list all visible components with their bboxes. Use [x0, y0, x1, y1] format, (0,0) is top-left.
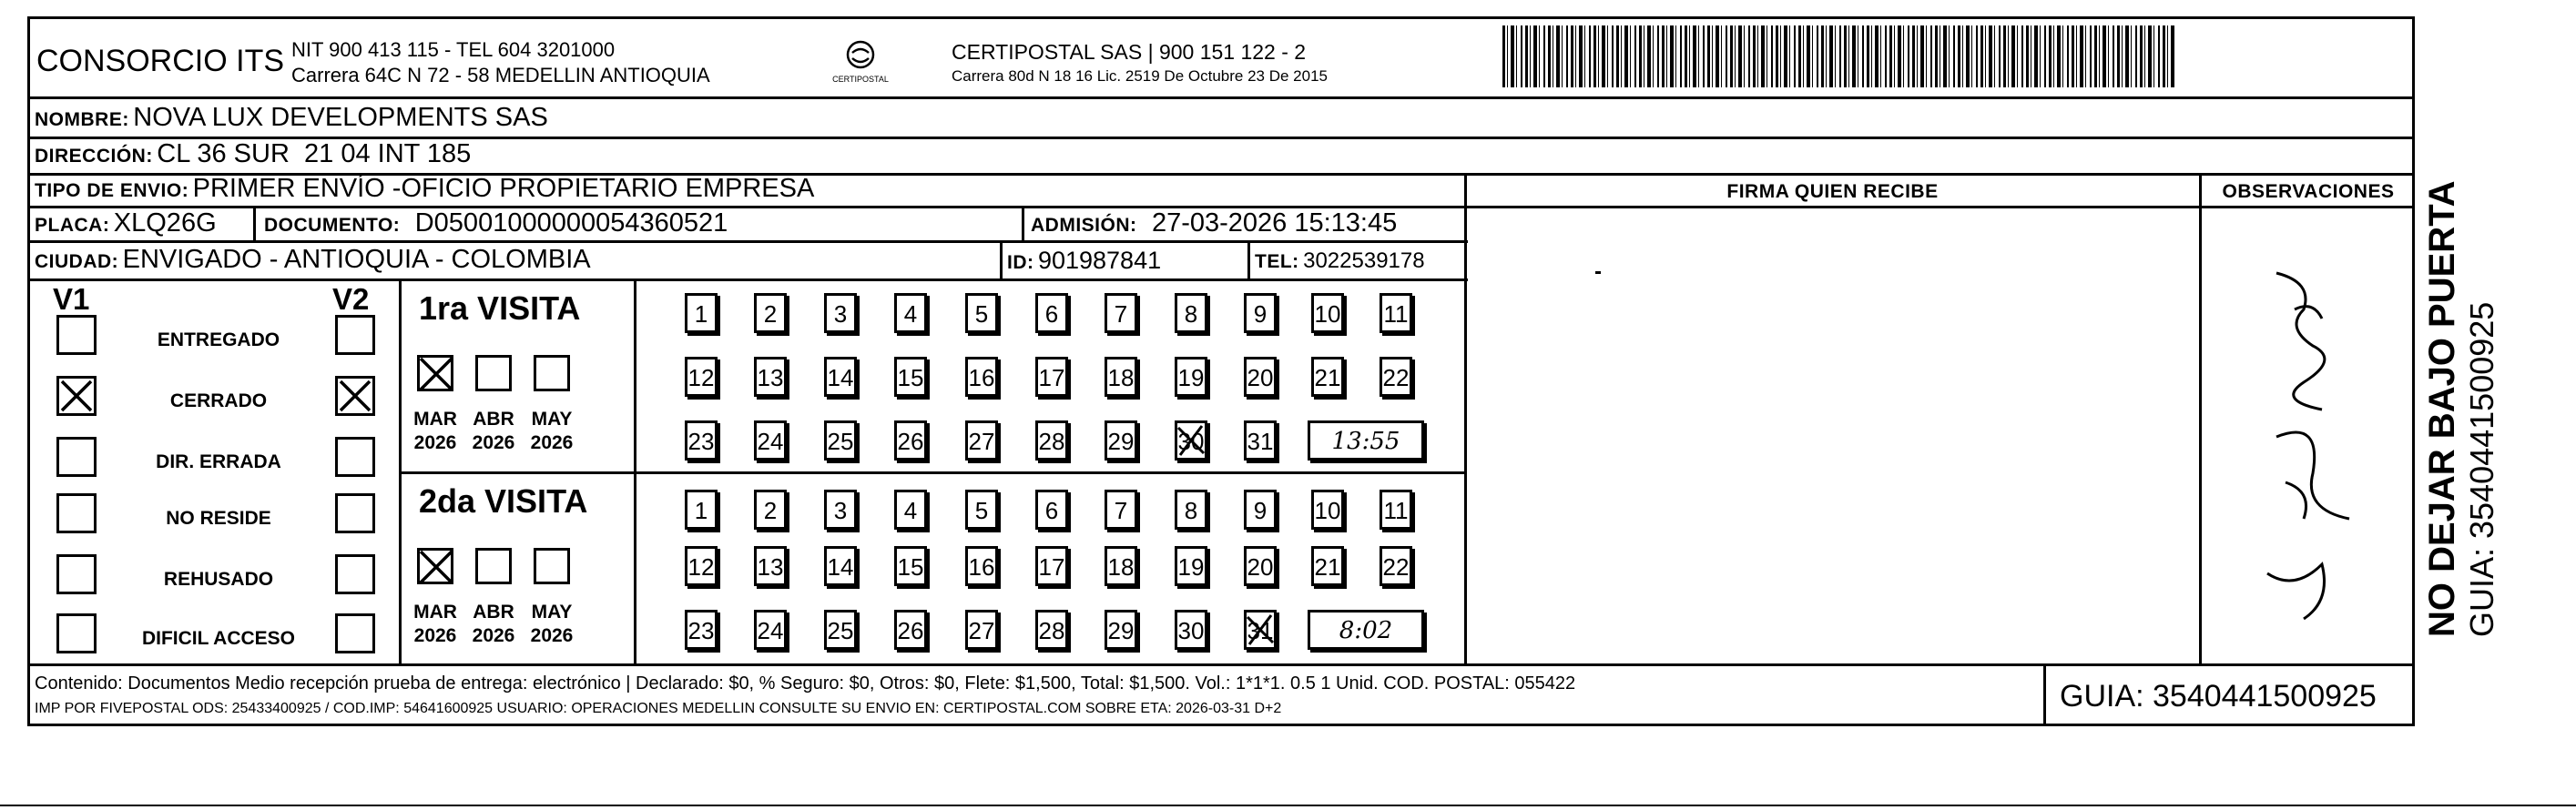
second-visit-day-box[interactable]: 29: [1105, 610, 1137, 650]
v1-checkbox-2[interactable]: [56, 376, 97, 416]
second-visit-day-box[interactable]: 28: [1035, 610, 1068, 650]
first-visit-day-box[interactable]: 4: [894, 293, 927, 333]
firma-heading: FIRMA QUIEN RECIBE: [1726, 181, 1939, 202]
id-label: ID:: [1007, 252, 1034, 273]
second-visit-day-box[interactable]: 14: [824, 546, 857, 586]
admision-divider: [1022, 206, 1024, 240]
placa-label: PLACA:: [35, 215, 110, 236]
direccion-row: [35, 139, 471, 169]
v1-checkbox-1[interactable]: [56, 315, 97, 355]
admision-label: ADMISIÓN:: [1031, 215, 1137, 236]
second-visit-day-box[interactable]: 8: [1175, 490, 1207, 530]
second-visit-day-box[interactable]: 16: [965, 546, 998, 586]
first-visit-day-box[interactable]: 31: [1244, 420, 1277, 461]
strike-mark-icon: [1244, 610, 1277, 650]
month-label: MAR 2026: [413, 409, 457, 453]
first-visit-day-box[interactable]: 16: [965, 357, 998, 397]
first-visit-day-box[interactable]: 12: [685, 357, 718, 397]
status-label: DIFICIL ACCESO: [141, 628, 295, 649]
first-visit-day-box[interactable]: 28: [1035, 420, 1068, 461]
tel-value: 3022539178: [1303, 248, 1425, 273]
first-visit-day-box[interactable]: 29: [1105, 420, 1137, 461]
first-visit-day-box[interactable]: 7: [1105, 293, 1137, 333]
second-visit-day-box[interactable]: 6: [1035, 490, 1068, 530]
status-label: ENTREGADO: [157, 329, 280, 350]
status-label: REHUSADO: [163, 569, 274, 590]
observaciones-signature-icon: [2213, 255, 2395, 646]
admision-row: [1031, 208, 1397, 238]
visit-panel-middle: [399, 471, 1466, 474]
first-visit-day-box[interactable]: 18: [1105, 357, 1137, 397]
row-divider-placa: [27, 240, 1468, 243]
company-name: CONSORCIO ITS: [36, 44, 285, 78]
month-label: MAY 2026: [530, 409, 574, 453]
side-warning-line1: NO DEJAR BAJO PUERTA: [2422, 180, 2462, 637]
carrier-name: CERTIPOSTAL SAS | 900 151 122 - 2: [952, 40, 1307, 64]
second-visit-day-box[interactable]: 27: [965, 610, 998, 650]
first-visit-day-box[interactable]: 19: [1175, 357, 1207, 397]
first-visit-day-box[interactable]: 25: [824, 420, 857, 461]
status-label: NO RESIDE: [166, 508, 271, 529]
first-visit-month-checkbox-2[interactable]: [475, 355, 512, 391]
placa-value: XLQ26G: [113, 208, 217, 238]
tel-divider: [1247, 240, 1250, 278]
id-row: [1007, 247, 1161, 275]
second-visit-month-checkbox-3[interactable]: [534, 548, 570, 584]
observaciones-heading: OBSERVACIONES: [2222, 181, 2395, 202]
second-visit-time-box[interactable]: 8:02: [1308, 610, 1424, 650]
strike-mark-icon: [1175, 420, 1207, 461]
placa-divider: [253, 206, 256, 240]
first-visit-day-box[interactable]: 30: [1175, 420, 1207, 461]
first-visit-day-box[interactable]: 21: [1311, 357, 1344, 397]
footer-divider: [27, 663, 2415, 666]
company-nit: NIT 900 413 115 - TEL 604 3201000: [291, 38, 616, 61]
second-visit-day-box[interactable]: 23: [685, 610, 718, 650]
second-visit-day-box[interactable]: 19: [1175, 546, 1207, 586]
first-visit-day-box[interactable]: 17: [1035, 357, 1068, 397]
first-visit-day-box[interactable]: 2: [754, 293, 787, 333]
side-warning-line2: GUIA: 3540441500925: [2463, 301, 2500, 637]
side-warning: [2422, 180, 2501, 637]
ciudad-value: ENVIGADO - ANTIOQUIA - COLOMBIA: [122, 245, 591, 274]
v2-checkbox-2[interactable]: [335, 376, 375, 416]
carrier-address: Carrera 80d N 18 16 Lic. 2519 De Octubre 23 De 2015: [952, 67, 1328, 85]
second-visit-day-box[interactable]: 21: [1311, 546, 1344, 586]
status-label: CERRADO: [169, 390, 268, 411]
footer-imp: IMP POR FIVEPOSTAL ODS: 25433400925 / COD.IMP: 54641600925 USUARIO: OPERACIONES MEDELLIN CONSULTE SU ENVIO EN: CERTIPOSTAL.COM SOBRE ETA: 2026-03-31 D+2: [35, 701, 1282, 716]
first-visit-day-box[interactable]: 11: [1380, 293, 1412, 333]
ciudad-row: [35, 245, 591, 275]
bottom-cut-line: [0, 805, 2576, 806]
second-visit-day-box[interactable]: 24: [754, 610, 787, 650]
firma-left-border: [1464, 173, 1467, 664]
second-visit-month-checkbox-1[interactable]: [417, 548, 453, 584]
firma-mark: [1595, 271, 1601, 274]
v1-checkbox-3[interactable]: [56, 437, 97, 477]
first-visit-month-checkbox-1[interactable]: [417, 355, 453, 391]
second-visit-day-box[interactable]: 17: [1035, 546, 1068, 586]
v1-checkbox-5[interactable]: [56, 554, 97, 594]
tel-row: [1255, 248, 1425, 274]
first-visit-day-box[interactable]: 22: [1380, 357, 1412, 397]
second-visit-day-box[interactable]: 9: [1244, 490, 1277, 530]
documento-label: DOCUMENTO:: [264, 215, 401, 236]
row-divider-ciudad: [27, 278, 1468, 281]
first-visit-day-box[interactable]: 6: [1035, 293, 1068, 333]
month-label: ABR 2026: [472, 409, 515, 453]
company-address: Carrera 64C N 72 - 58 MEDELLIN ANTIOQUIA: [291, 64, 710, 86]
nombre-value: NOVA LUX DEVELOPMENTS SAS: [133, 103, 548, 132]
second-visit-day-box[interactable]: 12: [685, 546, 718, 586]
direccion-label: DIRECCIÓN:: [35, 146, 153, 167]
second-visit-day-box[interactable]: 15: [894, 546, 927, 586]
month-label: ABR 2026: [472, 602, 515, 646]
second-visit-heading: 2da VISITA: [419, 482, 588, 520]
v2-heading: V2: [332, 282, 370, 316]
nombre-label: NOMBRE:: [35, 109, 129, 130]
first-visit-day-box[interactable]: 15: [894, 357, 927, 397]
first-visit-day-box[interactable]: 10: [1311, 293, 1344, 333]
first-visit-day-box[interactable]: 9: [1244, 293, 1277, 333]
second-visit-day-box[interactable]: 13: [754, 546, 787, 586]
second-visit-day-box[interactable]: 5: [965, 490, 998, 530]
first-visit-day-box[interactable]: 23: [685, 420, 718, 461]
v2-checkbox-6[interactable]: [335, 613, 375, 653]
v2-checkbox-1[interactable]: [335, 315, 375, 355]
second-visit-day-box[interactable]: 22: [1380, 546, 1412, 586]
status-label: DIR. ERRADA: [156, 451, 281, 472]
id-divider: [1000, 240, 1003, 278]
header-divider: [27, 96, 2415, 99]
first-visit-day-box[interactable]: 8: [1175, 293, 1207, 333]
direccion-value: CL 36 SUR 21 04 INT 185: [157, 139, 472, 168]
second-visit-day-box[interactable]: 26: [894, 610, 927, 650]
first-visit-day-box[interactable]: 14: [824, 357, 857, 397]
second-visit-day-box[interactable]: 1: [685, 490, 718, 530]
placa-row: [35, 208, 217, 238]
month-label: MAR 2026: [413, 602, 457, 646]
first-visit-day-box[interactable]: 13: [754, 357, 787, 397]
second-visit-month-checkbox-2[interactable]: [475, 548, 512, 584]
certipostal-logo-icon: [829, 36, 892, 91]
second-visit-day-box[interactable]: 11: [1380, 490, 1412, 530]
admision-value: 27-03-2026 15:13:45: [1151, 208, 1398, 238]
first-visit-day-box[interactable]: 24: [754, 420, 787, 461]
v2-checkbox-3[interactable]: [335, 437, 375, 477]
tipo-value: PRIMER ENVÍO -OFICIO PROPIETARIO EMPRESA: [192, 174, 815, 203]
nombre-row: [35, 103, 548, 133]
second-visit-day-box[interactable]: 18: [1105, 546, 1137, 586]
first-visit-time-box[interactable]: 13:55: [1308, 420, 1424, 461]
tel-label: TEL:: [1255, 251, 1299, 272]
second-visit-day-box[interactable]: 31: [1244, 610, 1277, 650]
visit-calendar-divider: [634, 278, 636, 663]
first-visit-day-box[interactable]: 20: [1244, 357, 1277, 397]
footer-contenido: Contenido: Documentos Medio recepción prueba de entrega: electrónico | Declarado: $0, % Seguro: $0, Otros: $0, Flete: $1,500, Total: $1,500. Vol.: 1*1*1. 0.5 1 Unid. COD. POSTAL: 055422: [35, 673, 1576, 694]
second-visit-day-box[interactable]: 3: [824, 490, 857, 530]
first-visit-day-box[interactable]: 3: [824, 293, 857, 333]
second-visit-day-box[interactable]: 7: [1105, 490, 1137, 530]
ciudad-label: CIUDAD:: [35, 251, 119, 272]
v1-heading: V1: [53, 282, 90, 316]
first-visit-day-box[interactable]: 5: [965, 293, 998, 333]
id-value: 901987841: [1037, 247, 1162, 274]
guia-box-border: [2043, 663, 2046, 726]
second-visit-day-box[interactable]: 30: [1175, 610, 1207, 650]
first-visit-day-box[interactable]: 26: [894, 420, 927, 461]
second-visit-day-box[interactable]: 20: [1244, 546, 1277, 586]
first-visit-day-box[interactable]: 27: [965, 420, 998, 461]
second-visit-day-box[interactable]: 10: [1311, 490, 1344, 530]
tipo-label: TIPO DE ENVIO:: [35, 180, 189, 201]
first-visit-heading: 1ra VISITA: [419, 289, 581, 327]
v1-checkbox-4[interactable]: [56, 493, 97, 533]
tracking-barcode: [1502, 25, 2176, 87]
documento-row: [264, 208, 728, 238]
second-visit-day-box[interactable]: 2: [754, 490, 787, 530]
v2-checkbox-4[interactable]: [335, 493, 375, 533]
logo-text: CERTIPOSTAL: [832, 75, 889, 84]
observaciones-left-border: [2199, 173, 2202, 664]
first-visit-month-checkbox-3[interactable]: [534, 355, 570, 391]
first-visit-day-box[interactable]: 1: [685, 293, 718, 333]
second-visit-day-box[interactable]: 25: [824, 610, 857, 650]
footer-guia: GUIA: 3540441500925: [2060, 679, 2377, 714]
v2-checkbox-5[interactable]: [335, 554, 375, 594]
documento-value: D05001000000054360521: [414, 208, 728, 238]
month-label: MAY 2026: [530, 602, 574, 646]
second-visit-day-box[interactable]: 4: [894, 490, 927, 530]
v1-checkbox-6[interactable]: [56, 613, 97, 653]
tipo-row: [35, 174, 814, 204]
